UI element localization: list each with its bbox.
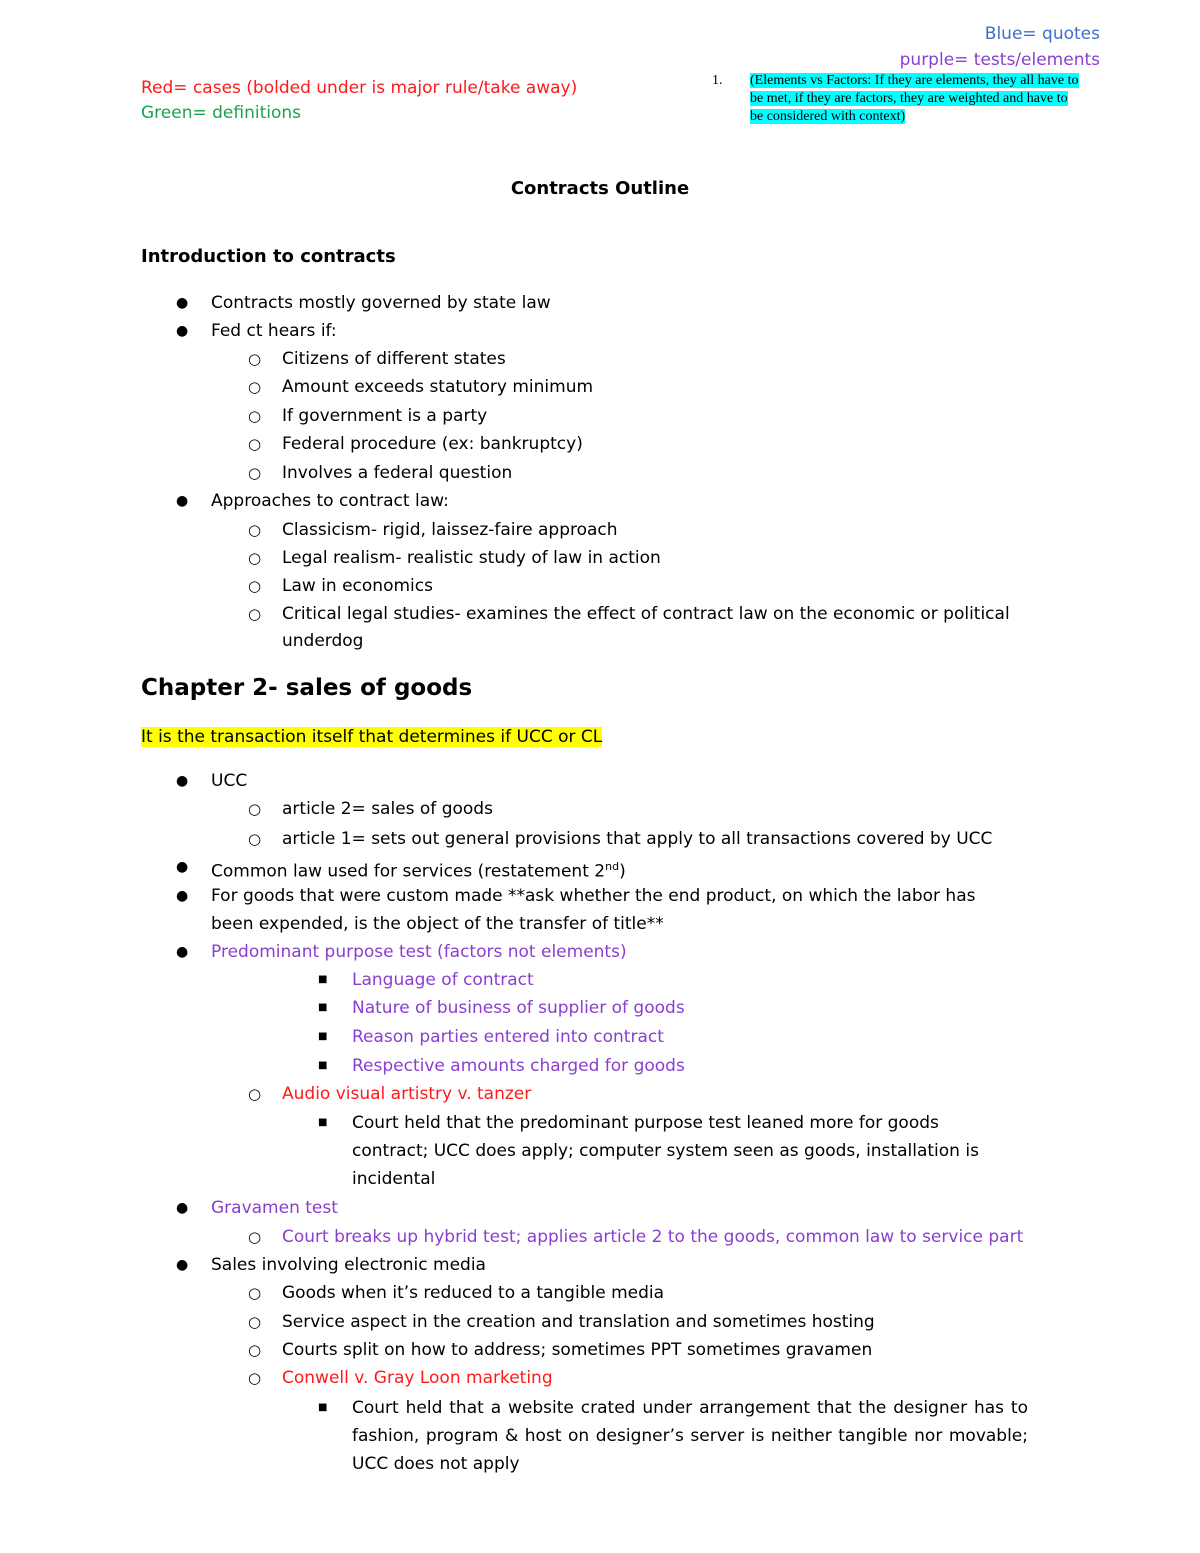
circle-bullet-icon: ○ [248, 1369, 262, 1387]
chapter-heading: Chapter 2- sales of goods [141, 675, 473, 701]
circle-bullet-icon: ○ [248, 830, 262, 848]
legend-green: Green= definitions [141, 103, 302, 123]
circle-bullet-icon: ○ [248, 549, 262, 567]
section-heading-intro: Introduction to contracts [141, 246, 396, 267]
circle-bullet-icon: ○ [248, 1313, 262, 1331]
document-page: Blue= quotes purple= tests/elements Red= cases (bolded under is major rule/take away) Green= definitions 1. (Elements vs Factors: If they are elements, they all have to be met, if they are factors, they are weighted and have to be considered with context) Contracts Outline Introduction to contracts ● Contracts mostly governed by state law ● Fed ct hears if: ○ Citizens of different states ○ Amount exceeds statutory minimum ○ If government is a party ○ Federal procedure (ex: bankruptcy) ○ Involves a federal question ● Approaches to contract law: ○ Classicism- rigid, laissez-faire approach ○ Legal realism- realistic study of law in action ○ Law in economics ○ Critical legal studies- examines the effect of contract law on the economic or political underdog Chapter 2- sales of goods It is the transaction itself that determines if UCC or CL ● UCC ○ article 2= sales of goods ○ article 1= sets out general provisions that apply to all transactions covered by UCC ● Common law used for services (restatement 2nd) ● For goods that were custom made **ask whether the end product, on which the labor has been expended, is the object of the transfer of title** ● Predominant purpose test (factors not elements) ■ Language of contract ■ Nature of business of supplier of goods ■ Reason parties entered into contract ■ Respective amounts charged for goods ○ Audio visual artistry v. tanzer ■ Court held that the predominant purpose test leaned more for goods contract; UCC does apply; computer system seen as goods, installation is incidental ● Gravamen test ○ Court breaks up hybrid test; applies article 2 to the goods, common law to service part ● Sales involving electronic media ○ Goods when it’s reduced to a tangible media ○ Service aspect in the creation and translation and sometimes hosting ○ Courts split on how to address; sometimes PPT sometimes gravamen ○ Conwell v. Gray Loon marketing ■ Court held that a website crated under arrangement that the designer has to fashion, program & host on designer’s server is neither tangible nor movable; UCC does not apply [0, 0, 1200, 1553]
note-number: 1. [712, 73, 723, 88]
circle-bullet-icon: ○ [248, 407, 262, 425]
elements-vs-factors-note [712, 72, 1082, 126]
circle-bullet-icon: ○ [248, 1341, 262, 1359]
circle-bullet-icon: ○ [248, 577, 262, 595]
square-bullet-icon: ■ [318, 1402, 328, 1413]
circle-bullet-icon: ○ [248, 521, 262, 539]
bullet-icon: ● [176, 859, 189, 875]
circle-bullet-icon: ○ [248, 350, 262, 368]
bullet-icon: ● [176, 888, 189, 904]
circle-bullet-icon: ○ [248, 605, 262, 623]
bullet-icon: ● [176, 493, 189, 509]
bullet-icon: ● [176, 773, 189, 789]
square-bullet-icon: ■ [318, 1002, 328, 1013]
note-text: (Elements vs Factors: If they are elements, they all have to be met, if they are factors, they are weighted and have to be considered with context) [750, 73, 1079, 124]
circle-bullet-icon: ○ [248, 378, 262, 396]
key-rule-highlight: It is the transaction itself that determines if UCC or CL [141, 727, 603, 747]
square-bullet-icon: ■ [318, 1060, 328, 1071]
circle-bullet-icon: ○ [248, 435, 262, 453]
circle-bullet-icon: ○ [248, 1085, 262, 1103]
page-title: Contracts Outline [510, 178, 690, 199]
bullet-icon: ● [176, 1200, 189, 1216]
bullet-icon: ● [176, 1257, 189, 1273]
legend-purple: purple= tests/elements [899, 50, 1100, 70]
legend-red: Red= cases (bolded under is major rule/take away) [141, 78, 578, 98]
bullet-icon: ● [176, 323, 189, 339]
bullet-icon: ● [176, 295, 189, 311]
legend-blue: Blue= quotes [984, 24, 1100, 44]
square-bullet-icon: ■ [318, 1031, 328, 1042]
circle-bullet-icon: ○ [248, 800, 262, 818]
square-bullet-icon: ■ [318, 1117, 328, 1128]
square-bullet-icon: ■ [318, 974, 328, 985]
circle-bullet-icon: ○ [248, 1284, 262, 1302]
circle-bullet-icon: ○ [248, 1228, 262, 1246]
bullet-icon: ● [176, 944, 189, 960]
circle-bullet-icon: ○ [248, 464, 262, 482]
